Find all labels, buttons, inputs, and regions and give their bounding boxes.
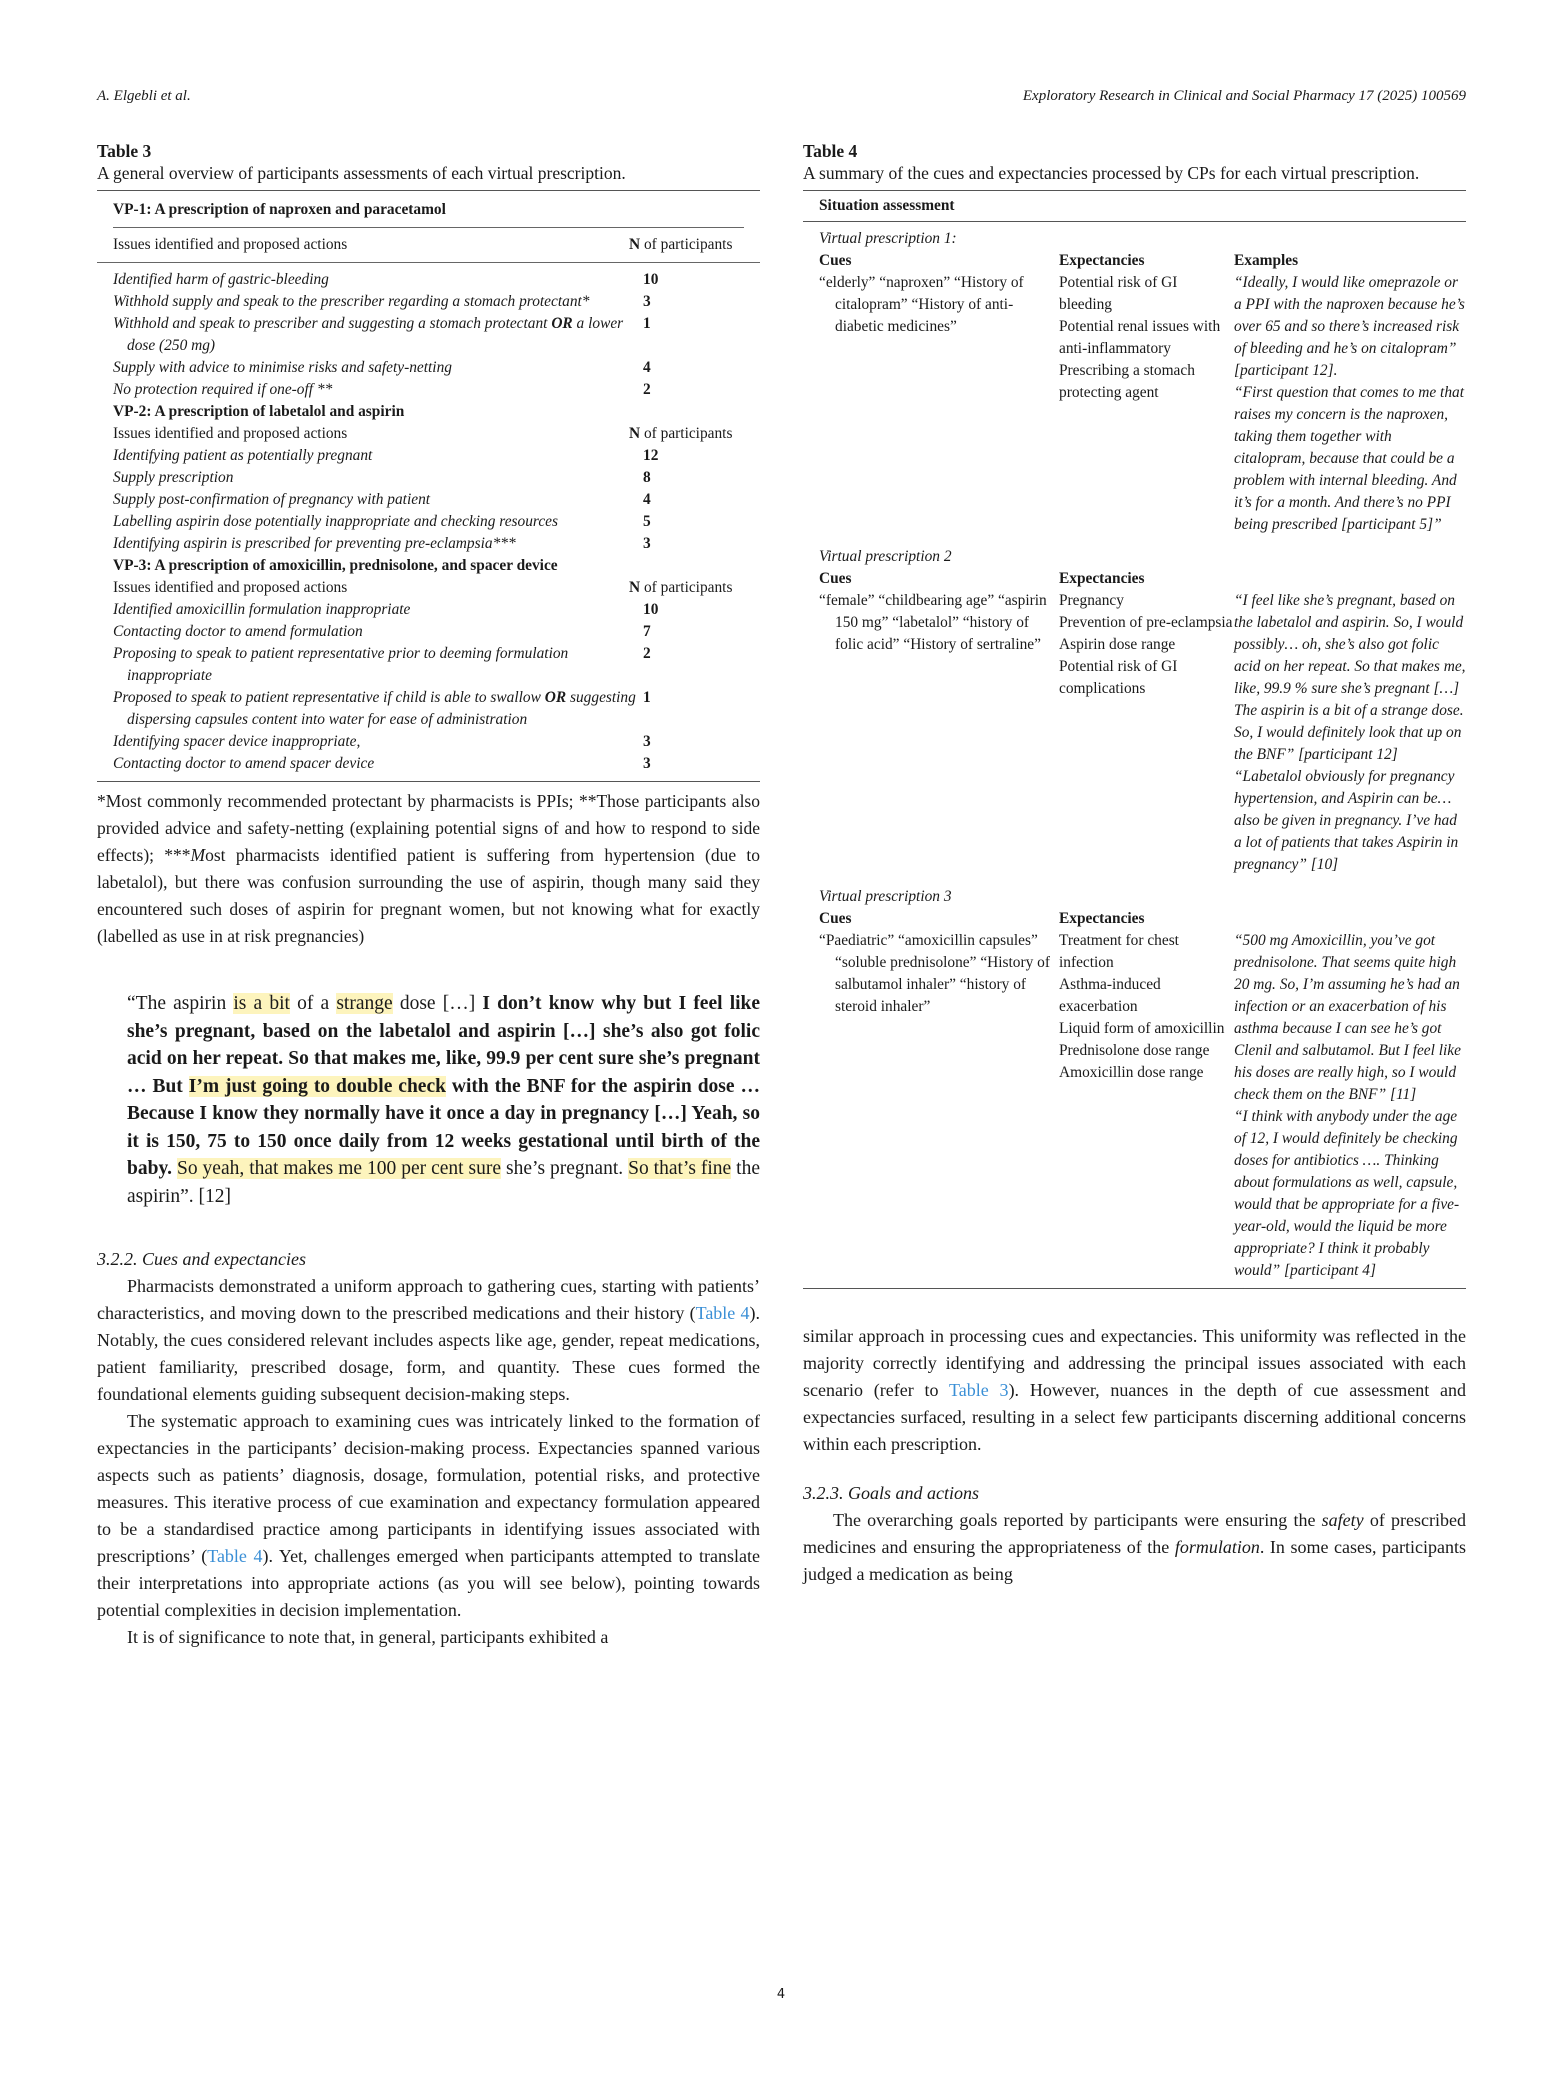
cues-cell: “female” “childbearing age” “aspirin 150 mg” “labetalol” “history of folic acid” “History of sertraline” (819, 592, 1047, 653)
table4-caption: A summary of the cues and expectancies processed by CPs for each virtual prescription. (803, 163, 1420, 183)
issue-cell: Withhold and speak to prescriber and suggesting a stomach protectant OR a lower dose (250 mg) (113, 315, 624, 354)
expectancies-cell: Potential risk of GI bleeding Potential renal issues with anti-inflammatory Prescribing a stomach protecting agent (1059, 274, 1221, 401)
paragraph: The systematic approach to examining cues was intricately linked to the formation of expectancies in the participants’ decision-making process. Expectancies spanned various aspects such as patients’ diagnosis, dosage, formulation, potential risks, and protective measures. This iterative process of cue examination and expectancy formulation appeared to be a standardised practice among participants in identifying issues associated with prescriptions’ (Table 4). Yet, challenges emerged when participants attempted to translate their interpretations into appropriate actions (as you will see below), pointing towards potential complexities in decision implementation. (97, 1411, 760, 1620)
paragraph: The overarching goals reported by participants were ensuring the safety of prescribed medicines and ensuring the appropriateness of the formulation. In some cases, participants judged a medication as being (803, 1510, 1467, 1584)
divider (97, 262, 760, 263)
n-cell: 4 (643, 491, 651, 508)
vp-title: Virtual prescription 1: (819, 230, 957, 247)
n-cell: 3 (643, 755, 651, 772)
n-cell: 1 (643, 689, 651, 706)
issue-cell: Supply post-confirmation of pregnancy with patient (113, 491, 431, 508)
n-cell: 2 (643, 645, 651, 662)
table-row (113, 533, 744, 555)
divider (803, 221, 1466, 222)
col-header-cues: Cues (819, 570, 852, 587)
col-header-examples: Examples (1234, 252, 1299, 269)
table3-header-row (113, 228, 744, 262)
col-header-cues: Cues (819, 252, 852, 269)
table3-footnote: *Most commonly recommended protectant by pharmacists is PPIs; **Those participants also provided advice and safety-netting (explaining potential signs of and how to respond to side effects); ***Most pharmacists identified patient is suffering from hypertension (due to labetalol), but there was confusion surrounding the use of aspirin, though many said they encountered such doses of aspirin for pregnant women, but not knowing what for exactly (labelled as use in at risk pregnancies) (97, 791, 760, 946)
highlight: So that’s fine (628, 1158, 732, 1179)
issue-cell: Identifying spacer device inappropriate, (113, 733, 361, 750)
table-row (113, 291, 744, 313)
table3-section-title: VP-3: A prescription of amoxicillin, prednisolone, and spacer device (113, 557, 558, 574)
issue-cell: Contacting doctor to amend formulation (113, 623, 363, 640)
n-cell: 3 (643, 535, 651, 552)
table4-link[interactable]: Table 4 (695, 1303, 750, 1323)
highlight: is a bit (233, 993, 290, 1014)
table-row (113, 621, 744, 643)
col-header-n: N of participants (629, 579, 733, 596)
left-column (97, 140, 760, 1651)
paragraph: Pharmacists demonstrated a uniform approach to gathering cues, starting with patients’ characteristics, and moving down to the prescribed medications and their history (Table 4). Notably, the cues considered relevant includes aspects like age, gender, repeat medications, patient familiarity, prescribed dosage, form, and quantity. These cues formed the foundational elements guiding subsequent decision-making steps. (97, 1276, 761, 1404)
table-row (113, 445, 744, 467)
table-row (113, 511, 744, 533)
table-row (113, 313, 744, 357)
n-cell: 12 (643, 447, 659, 464)
cues-cell: “elderly” “naproxen” “History of citalopram” “History of anti-diabetic medicines” (819, 274, 1024, 335)
table-row (113, 379, 744, 401)
n-cell: 2 (643, 381, 651, 398)
issue-cell: Labelling aspirin dose potentially inappropriate and checking resources (113, 513, 558, 530)
table-row (113, 687, 744, 731)
n-cell: 1 (643, 315, 651, 332)
table3-section-title: VP-1: A prescription of naproxen and paracetamol (113, 201, 446, 218)
table-row (113, 599, 744, 621)
issue-cell: Proposed to speak to patient representative if child is able to swallow OR suggesting dispersing capsules content into water for ease of administration (113, 689, 636, 728)
issue-cell: Identified amoxicillin formulation inappropriate (113, 601, 411, 618)
paragraph: similar approach in processing cues and expectancies. This uniformity was reflected in the majority correctly identifying and addressing the principal issues associated with each scenario (refer to Table 3). However, nuances in the depth of cue assessment and expectancies surfaced, resulting in a select few participants discerning additional concerns within each prescription. (803, 1326, 1466, 1454)
vp-title: Virtual prescription 3 (819, 888, 952, 905)
table3-caption: A general overview of participants assessments of each virtual prescription. (97, 163, 626, 183)
table3-bottom-rule (97, 781, 760, 782)
table4-section-title: Situation assessment (819, 197, 955, 214)
section-heading-3-2-3: 3.2.3. Goals and actions (803, 1483, 980, 1503)
col-header-expectancies: Expectancies (1059, 570, 1145, 587)
vp-block (819, 228, 1466, 536)
page-number: 4 (776, 1987, 786, 2002)
examples-cell: “500 mg Amoxicillin, you’ve got prednisolone. That seems quite high 20 mg. So, I’m assuming he’s had an infection or an exacerbation of his asthma because I can see he’s got Clenil and salbutamol. But I feel like his doses are really high, so I would check them on the BNF” [11] “I think with anybody under the age of 12, I would definitely be checking doses for antibiotics …. Thinking about formulations as well, capsule, would that be appropriate for a five-year-old, would the liquid be more appropriate? I think it probably would” [participant 4] (1234, 932, 1461, 1279)
col-header-cues: Cues (819, 910, 852, 927)
n-cell: 7 (643, 623, 651, 640)
table3-label: Table 3 (97, 141, 152, 161)
col-header-issues: Issues identified and proposed actions (113, 579, 348, 596)
issue-cell: Identifying aspirin is prescribed for preventing pre-eclampsia*** (113, 535, 516, 552)
running-head-authors: A. Elgebli et al. (97, 88, 191, 104)
n-cell: 8 (643, 469, 651, 486)
issue-cell: Proposing to speak to patient representative prior to deeming formulation inappropriate (113, 645, 569, 684)
col-header-n: N of participants (629, 425, 733, 442)
issue-cell: Identifying patient as potentially pregnant (113, 447, 373, 464)
examples-cell: “Ideally, I would like omeprazole or a PPI with the naproxen because he’s over 65 and so there’s increased risk of bleeding and he’s on citalopram” [participant 12]. “First question that comes to me that raises my concern is the naproxen, taking them together with citalopram, because that could be a problem with internal bleeding. And it’s for a month. And there’s no PPI being prescribed [participant 5]” (1234, 274, 1465, 533)
highlight: I’m just going to double check (188, 1075, 446, 1097)
vp-title: Virtual prescription 2 (819, 548, 952, 565)
table3-top-rule (97, 190, 760, 191)
table-row (113, 731, 744, 753)
table4-label: Table 4 (803, 141, 858, 161)
table-row (113, 489, 744, 511)
table3-link[interactable]: Table 3 (949, 1380, 1009, 1400)
table3 (97, 195, 760, 781)
n-cell: 10 (643, 271, 659, 288)
n-cell: 5 (643, 513, 651, 530)
issue-cell: Supply with advice to minimise risks and safety-netting (113, 359, 452, 376)
cues-cell: “Paediatric” “amoxicillin capsules” “soluble prednisolone” “History of salbutamol inhaler” “history of steroid inhaler” (819, 932, 1050, 1015)
table4 (803, 228, 1466, 1288)
col-header-n: N of participants (629, 236, 733, 253)
table4-bottom-rule (803, 1288, 1466, 1289)
table3-section-title: VP-2: A prescription of labetalol and aspirin (113, 403, 405, 420)
section-heading-3-2-2: 3.2.2. Cues and expectancies (97, 1249, 306, 1269)
participant-quote: “The aspirin is a bit of a strange dose […] I don’t know why but I feel like she’s pregnant, based on the labetalol and aspirin […] she’s also got folic acid on her repeat. So that makes me, like, 99.9 per cent sure she’s pregnant … But I’m just going to double check with the BNF for the aspirin dose … Because I know they normally have it once a day in pregnancy […] Yeah, so it is 150, 75 to 150 once daily from 12 weeks gestational until birth of the baby. So yeah, that makes me 100 per cent sure she’s pregnant. So that’s fine the aspirin”. [12] (127, 993, 761, 1207)
col-header-issues: Issues identified and proposed actions (113, 236, 348, 253)
table-row (113, 753, 744, 781)
col-header-expectancies: Expectancies (1059, 252, 1145, 269)
n-cell: 3 (643, 293, 651, 310)
running-head-journal: Exploratory Research in Clinical and Social Pharmacy 17 (2025) 100569 (1022, 88, 1466, 104)
expectancies-cell: Treatment for chest infection Asthma-induced exacerbation Liquid form of amoxicillin Prednisolone dose range Amoxicillin dose range (1059, 932, 1225, 1081)
n-cell: 3 (643, 733, 651, 750)
table-row (113, 467, 744, 489)
n-cell: 10 (643, 601, 659, 618)
paragraph: It is of significance to note that, in general, participants exhibited a (127, 1627, 609, 1647)
vp-block (819, 546, 1466, 876)
table-row (113, 643, 744, 687)
issue-cell: Withhold supply and speak to the prescriber regarding a stomach protectant* (113, 293, 590, 310)
table-row (113, 269, 744, 291)
expectancies-cell: Pregnancy Prevention of pre-eclampsia Aspirin dose range Potential risk of GI complications (1059, 592, 1233, 697)
examples-cell: “I feel like she’s pregnant, based on the labetalol and aspirin. So, I would possibly… oh, she’s also got folic acid on her repeat. So that makes me, like, 99.9 % sure she’s pregnant […] The aspirin is a bit of a strange dose. So, I would definitely look that up on the BNF” [participant 12] “Labetalol obviously for pregnancy hypertension, and Aspirin can be…also be given in pregnancy. I’ve had a lot of patients that takes Aspirin in pregnancy” [10] (1234, 592, 1466, 873)
n-cell: 4 (643, 359, 651, 376)
vp-block (819, 886, 1466, 1288)
table4-link[interactable]: Table 4 (207, 1546, 263, 1566)
highlight: So yeah, that makes me 100 per cent sure (176, 1158, 502, 1179)
col-header-issues: Issues identified and proposed actions (113, 425, 348, 442)
issue-cell: No protection required if one-off ** (113, 381, 333, 398)
table-row (113, 357, 744, 379)
right-column (803, 140, 1466, 1588)
issue-cell: Identified harm of gastric-bleeding (113, 271, 329, 288)
issue-cell: Contacting doctor to amend spacer device (113, 755, 375, 772)
col-header-expectancies: Expectancies (1059, 910, 1145, 927)
table3-header-row (113, 577, 744, 599)
issue-cell: Supply prescription (113, 469, 234, 486)
highlight: strange (336, 993, 393, 1014)
table3-header-row (113, 423, 744, 445)
